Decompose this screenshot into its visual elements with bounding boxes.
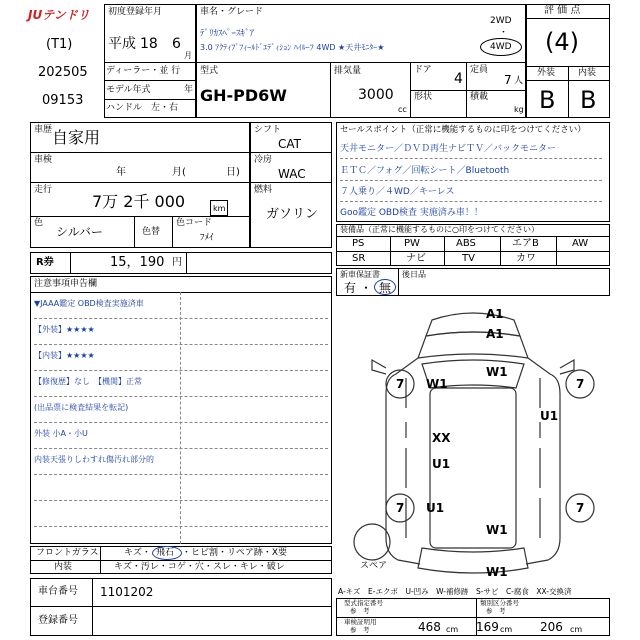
front-glass-rest: ・ヒビ割・リペア跡・X要 [182, 548, 287, 558]
drive-2wd: 2WD [490, 16, 512, 26]
drive-dot: ・ [499, 28, 509, 38]
car-diagram [336, 298, 610, 582]
fuel-value: ガソリン [266, 207, 319, 222]
mark-tailgate: W1 [486, 523, 508, 537]
chassis-label: 車台番号 [38, 586, 78, 597]
recycle-value: 15，190 [110, 255, 165, 270]
cert-label2: 参 考 [350, 607, 370, 615]
displacement-unit: cc [398, 105, 407, 114]
model-year-label: モデル年式 [106, 85, 151, 95]
equip-aw: AW [572, 238, 589, 249]
diagram-legend: A-キズ E-エクボ U-凹み W-補修跡 S-サビ C-腐食 XX-交換済 [338, 587, 572, 596]
reg-box [104, 4, 196, 118]
mark-wheel-rl: 7 [396, 501, 405, 515]
dealer-label: ディーラー・並 行 [106, 66, 181, 76]
note-line-7: 内装天張りしわすれ傷汚れ部分的 [34, 455, 154, 464]
mark-left-front-door: W1 [426, 377, 448, 391]
note-line-1: ▼JAAA鑑定 OBD検査実施済車 [34, 299, 144, 308]
drive-4wd: 4WD [490, 42, 512, 52]
name-line1: ﾃﾞﾘｶｽﾍﾟｰｽｷﾞｱ [200, 29, 255, 39]
recycle-label: R券 [36, 257, 54, 268]
type-label: 型式 [200, 66, 219, 76]
lot-number: 09153 [42, 93, 84, 108]
equip-abs: ABS [456, 238, 476, 249]
warranty-no: 無 [379, 281, 392, 295]
note-line-4: 【修復歴】なし 【機関】正常 [34, 377, 142, 386]
handle-label: ハンドル 左・右 [106, 103, 179, 113]
lot-date: 202505 [38, 65, 88, 80]
inspection-year: 年 [116, 167, 126, 178]
interior-rating: B [580, 86, 597, 114]
equip-tv: TV [462, 253, 475, 264]
length-unit: cm [446, 625, 459, 634]
chassis-value: 1101202 [100, 585, 154, 599]
recycle-unit: 円 [172, 257, 182, 268]
class-label2: 参 考 [486, 607, 506, 615]
reg-month-suffix: 月 [184, 51, 192, 60]
color-label: 色 [34, 218, 44, 228]
front-glass-label: フロントガラス [36, 548, 99, 558]
color-value: シルバー [56, 225, 103, 239]
brand-logo: JUテンドリ [28, 8, 90, 22]
equip-leather: カワ [516, 253, 536, 264]
category-label: 車歴 [34, 125, 53, 135]
mark-left-quarter: U1 [426, 501, 445, 515]
mark-hood: A1 [486, 327, 504, 341]
reg-era: 平成 [108, 36, 136, 52]
ref-label: 参 考 [350, 626, 370, 634]
length-value: 468 [418, 620, 441, 634]
shift-label: シフト [254, 125, 282, 135]
front-glass-value: キズ・ [124, 548, 151, 558]
note-line-6: 外装 小A・小U [34, 429, 88, 438]
color-change-label: 色替 [142, 227, 161, 237]
equip-sr: SR [352, 253, 366, 264]
inspection-day: 日) [226, 167, 240, 178]
exterior-rating: B [539, 86, 556, 114]
inspection-label: 車検 [34, 155, 53, 165]
displacement-value: 3000 [358, 87, 394, 103]
capacity-unit: 人 [514, 76, 524, 86]
equip-ps: PS [352, 238, 365, 249]
rating-value: (4) [545, 28, 579, 56]
capacity-label: 定員 [470, 65, 489, 75]
door-label: ドア [414, 65, 432, 75]
interior-glass-value: キズ・汚レ・コゲ・穴・スレ・キレ・破レ [114, 562, 285, 572]
spare-label: スペア [360, 561, 388, 571]
interior-label: 内装 [578, 68, 597, 78]
type-value: GH-PD6W [200, 86, 287, 105]
mark-right-door: U1 [540, 409, 559, 423]
reg-label: 初度登録年月 [108, 7, 163, 17]
sales-line-2: ＥＴＣ／フォグ／回転シート／Bluetooth [340, 166, 510, 176]
height-value: 206 [540, 620, 563, 634]
sales-line-4: Goo鑑定 OBD検査 実施済み車！！ [340, 208, 483, 218]
mark-wheel-rr: 7 [576, 501, 585, 515]
note-line-5: (出品票に検査結果を転記) [34, 403, 129, 412]
interior-glass-label: 内装 [54, 562, 73, 572]
capacity-value: 7 [504, 73, 512, 87]
warranty-dot: ・ [360, 281, 373, 295]
mark-roof: W1 [486, 365, 508, 379]
sales-line-1: 天井モニター／ＤＶＤ再生ナビＴＶ／バックモニター [340, 144, 557, 154]
shift-value: CAT [278, 137, 301, 151]
color-code-label: 色コード [176, 218, 213, 228]
warranty-label: 新車保証書 [340, 270, 380, 279]
ac-value: WAC [278, 167, 306, 181]
name-label: 車名・グレード [200, 7, 264, 17]
category-value: 自家用 [52, 128, 101, 147]
equip-pw: PW [404, 238, 420, 249]
rating-label: 評 価 点 [544, 5, 581, 16]
sales-line-3: ７人乗り／４WD／キーレス [340, 187, 455, 197]
mileage-value: 7万 2千 000 [92, 192, 186, 211]
sales-title: セールスポイント（正常に機能するものに印をつけてください） [340, 125, 586, 135]
load-label: 積載 [470, 92, 489, 102]
lot-label: (T1) [46, 37, 73, 52]
reg-year: 18 [140, 36, 158, 52]
width-unit: cm [500, 625, 513, 634]
color-code-value: ﾌﾒｲ [200, 233, 214, 243]
mark-front-bumper: A1 [486, 307, 504, 321]
mark-wheel-fl: 7 [396, 377, 405, 391]
mileage-unit: km [213, 204, 226, 213]
load-unit: kg [514, 105, 524, 114]
cert-label1: 型式指定番号 [344, 599, 383, 607]
note-line-2: 【外装】★★★★ [34, 325, 95, 334]
equipment-title: 装備品（正常に機能するものに○印をつけてください） [340, 225, 539, 234]
fuel-label: 燃料 [254, 185, 273, 195]
mark-wheel-fr: 7 [576, 377, 585, 391]
model-year-suffix: 年 [184, 85, 194, 95]
width-value: 169 [476, 620, 499, 634]
equip-airbag: エアB [512, 238, 539, 249]
ac-label: 冷房 [254, 155, 273, 165]
mileage-label: 走行 [34, 185, 53, 195]
notes-title: 注意事項申告欄 [34, 279, 98, 289]
exterior-label: 外装 [537, 68, 556, 78]
equip-navi: ナビ [406, 253, 426, 264]
mark-left-slide: XX [432, 431, 451, 445]
displacement-label: 排気量 [334, 66, 362, 76]
class-label1: 類別区分番号 [480, 599, 519, 607]
door-value: 4 [454, 71, 463, 87]
mark-left-rear: U1 [432, 457, 451, 471]
shape-label: 形状 [414, 92, 433, 102]
height-unit: cm [570, 625, 583, 634]
name-line2: 3.0 ｱｸﾃｨﾌﾞﾌｨｰﾙﾄﾞｴﾃﾞｨｼｮﾝ ﾊｲﾙｰﾌ 4WD ★天井ﾓﾆﾀｰ★ [200, 43, 385, 52]
inspection-month: 月( [172, 167, 186, 178]
front-glass-circled: 飛石 [156, 548, 175, 558]
reg-proof: 車検証明用 [344, 618, 377, 626]
warranty-yes: 有 [344, 281, 357, 295]
note-line-3: 【内装】★★★★ [34, 351, 95, 360]
mark-rear-bumper: W1 [486, 565, 508, 579]
reg-month: 6 [172, 36, 181, 52]
registration-label: 登録番号 [38, 615, 78, 626]
later-label: 後日品 [402, 270, 426, 279]
